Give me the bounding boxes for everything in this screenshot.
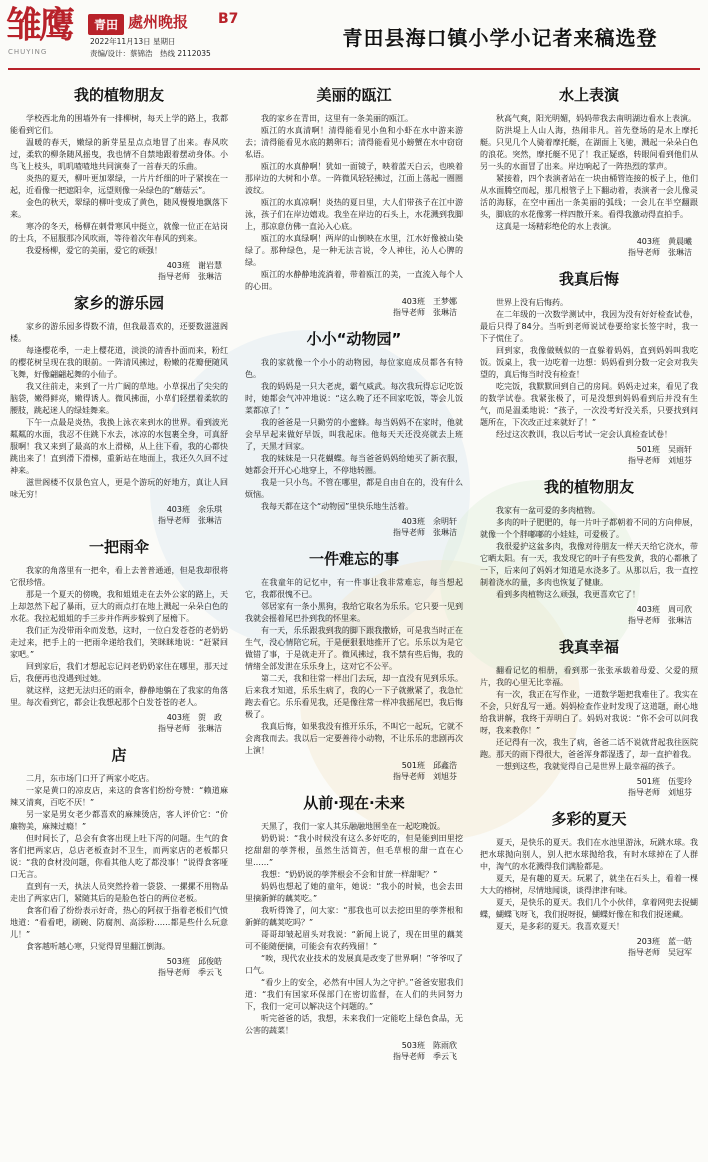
- article-paragraph: 我又往前走，来到了一片广阔的草地。小草探出了尖尖的脑袋，嫩得鲜亮，嫩得诱人。微风拂面，小草们轻摆着柔软的腰肢，跳起迷人的绿娃舞来。: [10, 382, 228, 415]
- article-paragraph: 我们正为没带雨伞而发愁，这时，一位白发苍苍的老奶奶走过来，把手上的一把雨伞递给我们，笑眯眯地说：“赶紧回家吧。”: [10, 626, 228, 659]
- article-paragraph: 我家的角落里有一把伞，看上去普普通通，但是我却很将它很珍惜。: [10, 566, 228, 587]
- article-title: 店: [111, 746, 127, 764]
- article-paragraph: 瓯江的水真静啊！犹如一面镜子，映着蓝天白云，也映着那岸边的大树和小草。一阵微风轻轻拂过，江面上荡起一圈圈波纹。: [245, 162, 463, 195]
- author-byline: 203班 蓝一皓: [636, 937, 692, 946]
- article-paragraph: 瓯江的水真清啊！清得能看见小鱼和小虾在水中游来游去；清得能看见水底的鹅卵石；清得能看见小螃蟹在水中窃窃私语。: [245, 126, 463, 159]
- article-paragraph: 吃完饭，我默默回到自己的房间。妈妈走过来，看见了我的数学试卷。我紧张极了，可是没想到妈妈看到后并没有生气，而是温柔地说：“孩子，一次没考好没关系，只要找到问题所在，下次改正过来就好了！”: [480, 382, 698, 427]
- article: [480, 808, 698, 958]
- article-paragraph: 一家是黄口的凉皮店，来这的食客们纷纷夸赞：“赖道麻辣又清爽，百吃不厌！”: [10, 786, 228, 807]
- article-paragraph: 妈妈也想起了她的童年，她说：“我小的时候，也会去田里摘新鲜的藕荚吃。”: [245, 882, 463, 903]
- column-middle: [245, 74, 463, 1066]
- article: [480, 636, 698, 798]
- article-paragraph: 这真是一场精彩绝伦的水上表演。: [496, 222, 616, 231]
- teacher-credit: 指导老师 刘旭芬: [628, 456, 692, 465]
- article-paragraph: 经过这次教训，我以后考试一定会认真检查试卷！: [496, 430, 672, 439]
- article-paragraph: 我的妈妈是一只大老虎，霸气威武。每次我玩得忘记吃饭时，她都会气冲冲地说：“这么晚了还不回家吃饭，等会儿饭菜都凉了！”: [245, 382, 463, 415]
- author-byline: 403班 周可欣: [636, 605, 692, 614]
- teacher-credit: 指导老师 张琳洁: [158, 516, 222, 525]
- article-paragraph: 寒冷的冬天，杨柳在刺骨寒风中挺立，就像一位正在站岗的士兵，不屈服那冷风吹雨，等待着次年春风的到来。: [10, 222, 228, 243]
- article-paragraph: 夏天，是快乐的夏天。我们在水池里游泳，玩跳水球。我把水球抛向别人，别人把水球抛给我，有时水球掉在了人群中，淘气的水花溅得我们满脸都是。: [480, 838, 698, 871]
- article-paragraph: 在我童年的记忆中，有一件事让我非常难忘，每当想起它，我都很愧不已。: [245, 578, 463, 599]
- article-paragraph: 我的家就像一个小小的动物园，每位家庭成员都各有特色。: [245, 358, 463, 379]
- article-paragraph: 夏天，是有趣的夏天。玩累了，就坐在石头上，看着一棵大大的榕树，尽情地闻谈，谈得津津有味。: [480, 874, 698, 895]
- article-paragraph: 食客们看了纷纷表示好奇，热心的阿叔于指着老板们气愤地道：“看看吧，刷碗、防腐剂、高添粉……都是些什么玩意儿！”: [10, 906, 228, 939]
- article-paragraph: 世界上没有后悔药。: [496, 298, 568, 307]
- article-paragraph: 瓯江的水静静地流淌着，带着瓯江的美，一直流入每个人的心田。: [245, 270, 463, 291]
- article-paragraph: 有一天，乐乐跟我到我的脚下跟我撒娇，可是我当时正在生气，没心情陪它玩，于是便狠狠地推开了它。乐乐以为是它做错了事，于是就走开了。微风拂过，我不禁有些后悔，我的情绪全部发泄在乐乐身上，这对它不公平。: [245, 626, 463, 671]
- teacher-credit: 指导老师 季云飞: [158, 968, 222, 977]
- article-paragraph: 回到家后，我们才想起忘记问老奶奶家住在哪里，那天过后，我便再也没遇到过她。: [10, 662, 228, 683]
- article-paragraph: 瓯江的水真凉啊！炎热的夏日里，大人们带孩子在江中游泳，孩子们在岸边嬉戏。我坐在岸边的石头上，水花溅到我脚上，那凉意仿佛一直沁入心底。: [245, 198, 463, 231]
- author-byline: 501班 伍雯玲: [636, 777, 692, 786]
- author-byline: 403班 谢岩慧: [166, 261, 222, 270]
- article-paragraph: 多肉的叶子肥肥的，每一片叶子都朝着不同的方向伸展，就像一个个胖嘟嘟的小娃娃，可爱极了。: [480, 518, 698, 539]
- article-paragraph: 夏天，是多彩的夏天。我喜欢夏天！: [496, 922, 624, 931]
- article-title: 美丽的瓯江: [316, 86, 392, 104]
- article-paragraph: 二月，东市场门口开了两家小吃店。: [26, 774, 154, 783]
- article-paragraph: 夏天，是快乐的夏天。我们几个小伙伴，拿着网兜去捉蝴蝶，蝴蝶飞呀飞，我们捉呀捉，蝴蝶好像在和我们捉迷藏。: [480, 898, 698, 919]
- article-paragraph: 回到家，我像做贼似的一直躲着妈妈，直到妈妈叫我吃饭。饭桌上，我一边吃着一边想：妈妈看到分数一定会对我失望的，真后悔当时没有检查！: [480, 346, 698, 379]
- author-byline: 403班 黄晨曦: [636, 237, 692, 246]
- article-paragraph: 第二天，我和往常一样出门去玩，却一直没有见到乐乐。后来我才知道，乐乐生病了，我的心一下子就揪紧了，我急忙跑去看它。乐乐看见我，还是像往常一样冲我摇尾巴，我后悔极了。: [245, 674, 463, 719]
- teacher-credit: 指导老师 刘旭芬: [628, 788, 692, 797]
- article-paragraph: 金色的秋天，翠绿的柳叶变成了黄色，随风慢慢地飘落下来。: [10, 198, 228, 219]
- article-paragraph: 另一家是男女老少都喜欢的麻辣烫店，客人评价它：“价廉物美，麻辣过瘾！”: [10, 810, 228, 831]
- article-paragraph: 紧接着，四个表演者站在一块由桶管连接的板子上，他们从水面腾空而起，那几根管子上下翻动着，表演者一会儿像灵活的海豚，在空中画出一条美丽的弧线；一会儿在半空翻跟头，脚底的水花像雾一样四散开来。看得我激动得直拍手。: [480, 174, 698, 219]
- article-paragraph: 看到多肉植物这么顽强，我更喜欢它了！: [496, 590, 640, 599]
- article-paragraph: 食客越听越心寒，只觉得胃里翻江倒海。: [26, 942, 170, 951]
- article: [480, 476, 698, 626]
- teacher-credit: 指导老师 张琳洁: [393, 528, 457, 537]
- article-paragraph: 翻看记忆的相册，看到那一张张承载着母爱、父爱的照片，我的心里无比幸福。: [480, 666, 698, 687]
- article: [245, 84, 463, 318]
- article-paragraph: 防洪堤上人山人海，热闹非凡。首先登场的是水上摩托艇。只见几个人骑着摩托艇，在湖面上飞驰，溅起一朵朵白色的浪花。突然，摩托艇不见了！我正疑惑，转眼间看到他们从另一头的水面冒了出来。岸边响起了一阵热烈的掌声。: [480, 126, 698, 171]
- article-paragraph: 一想到这些，我就觉得自己是世界上最幸福的孩子。: [496, 762, 680, 771]
- article-paragraph: 我的妹妹是一只花蝴蝶。每当爸爸妈妈给她买了新衣服，她都会开开心心地穿上，不停地转圈。: [245, 454, 463, 475]
- article-paragraph: 炎热的夏天，柳叶更加翠绿，一片片纤细的叶子紧挨在一起，近看像一把遮阳伞，远望则像一朵绿色的“蘑菇云”。: [10, 174, 228, 195]
- article-title: 一件难忘的事: [308, 550, 399, 568]
- article-title: 我真后悔: [558, 270, 619, 288]
- teacher-credit: 指导老师 吴冠军: [628, 948, 692, 957]
- masthead-logo-pinyin: CHUYING: [8, 48, 48, 56]
- article-paragraph: 我想：“奶奶说的荸荠根会不会和甘蔗一样甜呢？”: [261, 870, 438, 879]
- article-paragraph: 奶奶说：“我小时候没有这么多好吃的，但是能到田里挖挖甜甜的荸荠根，虽然生活简苦，但毛草根的甜一直在心里……”: [245, 834, 463, 867]
- article-paragraph: 在二年级的一次数学测试中，我因为没有好好检查试卷，最后只得了84分。当听到老师说试卷要给家长签字时，我一下子慌住了。: [480, 310, 698, 343]
- article: [10, 292, 228, 526]
- article-paragraph: 每逢樱花季，一走上樱花道，淡淡的清香扑面而来，粉红的樱花树呈现在我的眼前。一阵清风拂过，粉嫩的花瓣便随风飞舞，好像翩翩起舞的小仙子。: [10, 346, 228, 379]
- article-paragraph: 还记得有一次，我生了病，爸爸二话不说就背起我往医院跑。那天的雨下得很大，爸爸浑身都湿透了，却一直护着我。: [480, 738, 698, 759]
- issue-date: 2022年11月13日 星期日: [90, 37, 176, 46]
- teacher-credit: 指导老师 张琳洁: [628, 616, 692, 625]
- author-byline: 503班 陈雨欣: [401, 1041, 457, 1050]
- author-byline: 403班 贺 政: [166, 713, 222, 722]
- masthead-logo: 雏鹰: [6, 4, 73, 46]
- author-byline: 403班 王梦娜: [401, 297, 457, 306]
- article-title: 小小“动物园”: [306, 330, 402, 348]
- page-title: 青田县海口镇小学小记者来稿选登: [342, 26, 658, 50]
- region-badge: 青田: [88, 14, 124, 35]
- article-paragraph: 我真后悔，如果我没有推开乐乐，不叫它一起玩，它就不会离我而去。我以后一定要善待小动物，不让乐乐的悲剧再次上演！: [245, 722, 463, 755]
- article-paragraph: 我爱杨柳，爱它的美丽，爱它的顽强！: [26, 246, 162, 255]
- article-title: 家乡的游乐园: [73, 294, 164, 312]
- article-paragraph: 天黑了，我们一家人其乐融融地围坐在一起吃晚饭。: [261, 822, 445, 831]
- teacher-credit: 指导老师 张琳洁: [393, 308, 457, 317]
- article-paragraph: 我很爱护这盆多肉，我像对待朋友一样天天给它浇水，带它晒太阳。有一天，我发现它的叶子有些发黄，我的心都揪了一下，后来问了妈妈才知道是水浇多了。从那以后，我一直控制着浇水的量，多肉也恢复了健康。: [480, 542, 698, 587]
- article: [245, 548, 463, 782]
- article-paragraph: 秋高气爽，阳光明媚，妈妈带我去南明湖边看水上表演。: [496, 114, 696, 123]
- article-paragraph: 滋世阁楼不仅景色宜人，更是个游玩的好地方，真让人回味无穷！: [10, 478, 228, 499]
- article-paragraph: 下午一点最是炎热，我换上泳衣来到水的世界。看到波光粼粼的水面，我忍不住跳下水去，冰凉的水包裹全身，可真舒服啊！我又来到了最高的水上滑梯，从上往下看，我的心都快跳出来了！直到滑下滑梯，重新站在地面上，我还久久回不过神来。: [10, 418, 228, 475]
- page-header: [0, 0, 708, 66]
- article-paragraph: 哥哥却皱起眉头对我说：“新闻上说了，现在田里的藕荚可不能随便摘，可能会有农药残留！”: [245, 930, 463, 951]
- article-paragraph: 我的家乡在青田，这里有一条美丽的瓯江。: [261, 114, 413, 123]
- article-paragraph: “唉，现代农业技术的发展真是改变了世界啊！”爷爷叹了口气。: [245, 954, 463, 975]
- article-paragraph: 瓯江的水真绿啊！两岸的山倒映在水里，江水好像被山染绿了。那种绿色，是一种无法言说，令人神往，沁人心脾的绿。: [245, 234, 463, 267]
- article-paragraph: 我是一只小鸟。不管在哪里，都是自由自在的，没有什么烦恼。: [245, 478, 463, 499]
- article: [10, 84, 228, 282]
- article-paragraph: 我家有一盆可爱的多肉植物。: [496, 506, 600, 515]
- article-title: 我的植物朋友: [543, 478, 634, 496]
- column-right: [480, 74, 698, 962]
- article-title: 我真幸福: [558, 638, 619, 656]
- author-byline: 403班 余明轩: [401, 517, 457, 526]
- article-paragraph: 有一次，我正在写作业，一道数学题把我难住了。我实在不会，只好乱写一通。妈妈检查作业时发现了这道题，耐心地给我讲解，我终于弄明白了。妈妈对我说：“你不会可以问我呀，我来教你！”: [480, 690, 698, 735]
- teacher-credit: 指导老师 张琳洁: [628, 248, 692, 257]
- article-paragraph: 但时间长了，总会有食客出现上吐下泻的问题。生气的食客们把两家店，总店老板查封不卫生，而两家店的老板都只说：“我的食材没问题，你看其他人吃了都没事！”说得食客哑口无言。: [10, 834, 228, 879]
- article-title: 一把雨伞: [88, 538, 149, 556]
- author-byline: 503班 邱俊皓: [166, 957, 222, 966]
- newspaper-name: 處州晚报: [128, 13, 189, 31]
- article: [10, 536, 228, 734]
- author-byline: 501班 吴雨轩: [636, 445, 692, 454]
- article-paragraph: 听完爸爸的话，我想，未来我们一定能吃上绿色食品，无公害的蔬菜！: [245, 1014, 463, 1035]
- article-paragraph: 我听得馋了，问大家：“那我也可以去挖田里的荸荠根和新鲜的藕荚吃吗？”: [245, 906, 463, 927]
- article-title: 多彩的夏天: [551, 810, 627, 828]
- article-paragraph: 直到有一天，执法人员突然拎着一袋袋、一摞摞不用物品走出了两家店门，紧随其后的是脸色苍白的两位老板。: [10, 882, 228, 903]
- column-left: [10, 74, 228, 982]
- article-paragraph: 家乡的游乐园多得数不清，但我最喜欢的，还要数滋滋阁楼。: [10, 322, 228, 343]
- article: [245, 328, 463, 538]
- article-paragraph: 我的爸爸是一只勤劳的小蜜蜂。每当妈妈不在家时，他就会早早起来做好早饭，叫我起床。他每天天还没亮就去上班了，天黑才回家。: [245, 418, 463, 451]
- article: [10, 744, 228, 978]
- page-number: B7: [218, 11, 239, 27]
- article-paragraph: 就这样，这把无法归还的雨伞，静静地躺在了我家的角落里。每次看到它，都会让我想起那个白发苍苍的老人。: [10, 686, 228, 707]
- article-title: 从前·现在·未来: [303, 794, 405, 812]
- article-paragraph: 我每天都在这个“动物园”里快乐地生活着。: [261, 502, 414, 511]
- article-paragraph: “看少上的安全，必然有中国人为之守护。”爸爸安慰我们道：“我们有国家环保部门在密切监督，在人们的共同努力下，我们一定可以解决这个问题的。”: [245, 978, 463, 1011]
- teacher-credit: 指导老师 季云飞: [393, 1052, 457, 1061]
- article-paragraph: 那是一个夏天的傍晚，我和姐姐走在去外公家的路上，天上却忽然下起了暴雨，豆大的雨点打在地上溅起一朵朵白色的水花。我拉起姐姐的手三步并作两步躲到了屋檐下。: [10, 590, 228, 623]
- article: [480, 268, 698, 466]
- article-title: 水上表演: [558, 86, 619, 104]
- article: [480, 84, 698, 258]
- article-paragraph: 邻居家有一条小黑狗，我给它取名为乐乐。它只要一见到我就会摇着尾巴扑到我的怀里来。: [245, 602, 463, 623]
- author-byline: 403班 余乐琪: [166, 505, 222, 514]
- teacher-credit: 指导老师 刘旭芬: [393, 772, 457, 781]
- article-title: 我的植物朋友: [73, 86, 164, 104]
- teacher-credit: 指导老师 张琳洁: [158, 272, 222, 281]
- editor-line: 责编/设计：蔡锦浩 热线 2112035: [90, 49, 211, 58]
- header-divider: [8, 68, 700, 70]
- article-paragraph: 学校西北角的围墙外有一排柳树，每天上学的路上，我都能看到它们。: [10, 114, 228, 135]
- teacher-credit: 指导老师 张琳洁: [158, 724, 222, 733]
- article-paragraph: 温暖的春天，嫩绿的新芽星星点点地冒了出来。春风吹过，柔软的柳条随风摇曳，我也情不自禁地跟着摆动身体。小鸟飞上枝头，叽叽喳喳地共同演奏了一首春天的乐曲。: [10, 138, 228, 171]
- article: [245, 792, 463, 1062]
- author-byline: 501班 邱鑫浩: [401, 761, 457, 770]
